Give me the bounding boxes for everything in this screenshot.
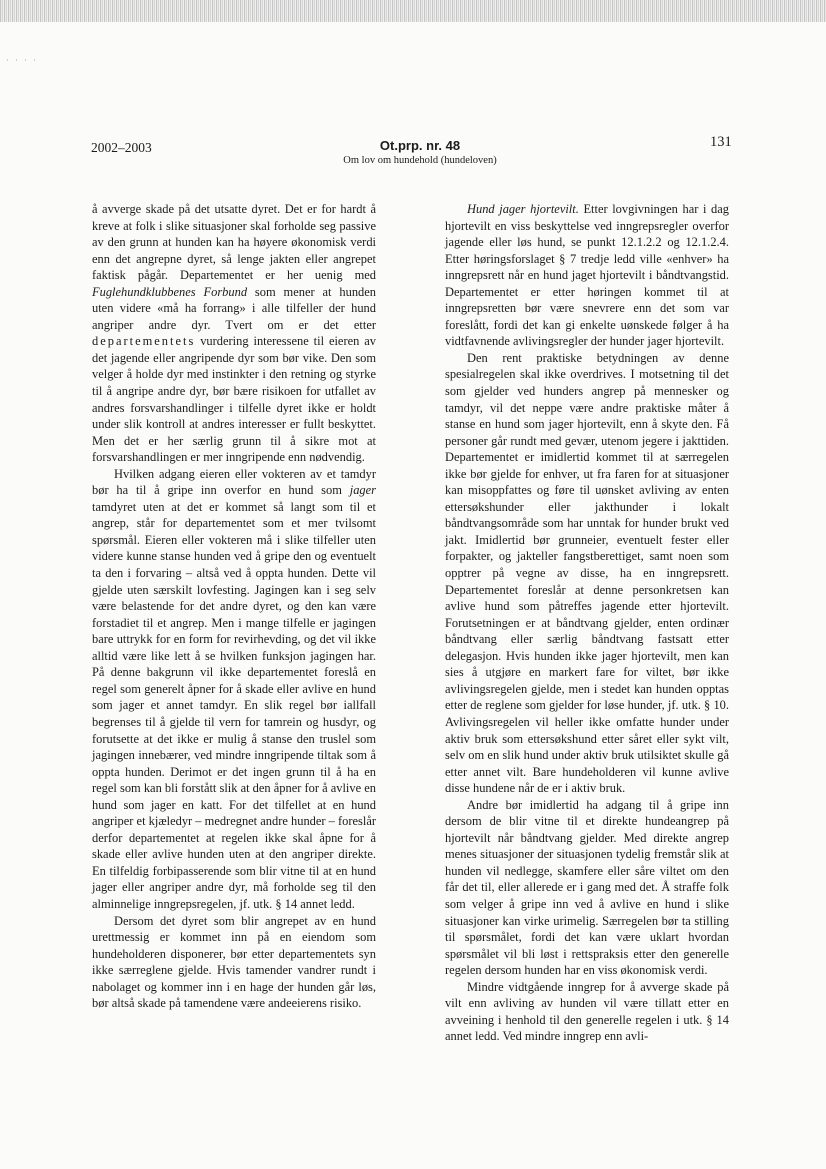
paragraph — [92, 466, 376, 913]
document-subtitle: Om lov om hundehold (hundeloven) — [343, 155, 497, 166]
page-number: 131 — [710, 134, 732, 150]
paragraph: Mindre vidtgående inngrep for å avverge skade på vilt enn avliving av hunden vil være tillatt etter en avveining i henhold til den generelle regelen i utk. § 14 annet ledd. Ved mindre inngrep enn avli- — [445, 979, 729, 1044]
right-column — [445, 201, 729, 1045]
paragraph: Andre bør imidlertid ha adgang til å gripe inn dersom de blir vitne til et direkte hundeangrep på hjortevilt når båndtvang gjelder. Med direkte angrep menes situasjoner der situasjonen tydelig fremstår slik at hunden vil nedlegge, skamfere eller såre viltet om den får det til, eller allerede er i gang med det. Å straffe folk som velger å gripe inn ved å avlive en hund i slike situasjoner kan virke urimelig. Særregelen bør ta stilling til spørsmålet, fordi det kan være uklart hvordan spørsmålet vil bli løst i rettspraksis etter den generelle regelen dersom hunden har en viss økonomisk verdi. — [445, 797, 729, 978]
italic-org-name: Fuglehundklubbenes Forbund — [92, 284, 248, 299]
text-run: vurdering interessene til eieren av det jagende eller angripende dyr som bør vike. Den som velger å holde dyr med instinkter i den retning og styrke til å angripe andre dyr, bør bære risikoen for utfallet av andres forsvarshandlinger i tilfelle dyret ikke er holdt under slik kontroll at andres interesser er fullt beskyttet. Men det er her særlig grunn til å sikre mot at forsvarshandlingen er mer inngripende enn nødvendig. — [92, 334, 376, 465]
header-years: 2002–2003 — [91, 140, 152, 155]
header-center — [300, 138, 540, 166]
italic-word: jager — [349, 483, 376, 498]
text-run: Etter lovgivningen har i dag hjortevilt en viss beskyttelse ved inngrepsregler overfor jagende eller løs hund, se punkt 12.1.2.2 og 12.1.2.4. Etter høringsforslaget § 7 tredje ledd ville «enhver» ha inngrepsrett når en hund jaget hjortevilt i båndtvangstid. Departementet er etter høringen kommet til at inngrepsretten bør være snevrere enn det som var foreslått, fordi det kan gi enkelte uønskede følger å ha vidtfavnende avlivingsregler der hunder jager hjortevilt. — [445, 202, 729, 349]
spaced-emphasis: departementets — [92, 334, 196, 349]
text-run: å avverge skade på det utsatte dyret. Det er for hardt å kreve at folk i slike situasjoner skal forholde seg passive av den grunn at hunden kan ha høyere økonomisk verdi enn det angrepne dyret, så lenge jakten eller angrepet faktisk pågår. Departementet er her uenig med — [92, 202, 376, 283]
left-column — [92, 201, 376, 1012]
italic-section-heading: Hund jager hjortevilt. — [467, 202, 579, 216]
paragraph — [445, 201, 729, 350]
paragraph: Den rent praktiske betydningen av denne spesialregelen skal ikke overdrives. I motsetning til det som gjelder ved hunders angrep på mennesker og tamdyr, vil det neppe være andre praktiske måter å stanse en hund som jager hjortevilt, enn å skyte den. Få personer går rundt med gevær, utenom jegere i jakttiden. Departementet er imidlertid kommet til at særregelen ikke bør gjelde for enhver, ut fra faren for at situasjoner kan misoppfattes og føre til uønsket avliving av enten ettersøkshunder eller jakthunder i lokalt båndtvangsområde som har unntak for hunder brukt ved jakt. Imidlertid bør grunneier, eventuelt fester eller forpakter, og jakteller fangstberettiget, samt noen som opptrer på vegne av disse, ha en inngrepsrett. Departementet foreslår at denne personkretsen kan avlive hund som påtreffes jagende etter hjortevilt. Forutsetningen er at båndtvang gjelder, enten ordinær båndtvang eller særlig båndtvang fastsatt etter delegasjon. Hvis hunden ikke jager hjortevilt, men kan sies å utgjøre en markert fare for viltet, bør ikke avlivingsregelen gjelde, men i stedet kan hunden opptas etter de reglene som gjelder for løse hunder, jf. utk. § 10. Avlivingsregelen vil heller ikke omfatte hunder under aktiv bruk som ettersøkshund etter såret eller sykt vilt, selv om en slik hund under aktiv bruk utilsiktet skulle gå etter annet vilt. Bare hundeholderen vil kunne avlive disse hundene når de er i aktiv bruk. — [445, 350, 729, 796]
paragraph — [92, 201, 376, 466]
scan-noise-strip — [0, 0, 826, 22]
text-run: som mener at hunden uten videre «må ha forrang» i alle tilfeller der hund angriper andre dyr. Tvert om er det etter — [92, 284, 376, 332]
paragraph: Dersom det dyret som blir angrepet av en hund urettmessig er kommet inn på en eiendom som hundeholderen disponerer, bør etter departementets syn ikke særreglene gjelde. Hvis tamender vandrer rundt i nabolaget og kommer inn i en hage der hunden går løs, bør altså skade på tamendene være andeeierens risiko. — [92, 913, 376, 1011]
text-run: Hvilken adgang eieren eller vokteren av et tamdyr bør ha til å gripe inn overfor en hund som — [92, 466, 376, 498]
text-run: tamdyret uten at det er kommet så langt som til et angrep, står for departementet som et mer tvilsomt spørsmål. Eieren eller vokteren må i slike tilfeller uten videre kunne stanse hunden ved å gripe den og eventuelt ta den i forvaring – altså ved å oppta hunden. Dette vil gjelde uten særskilt lovfesting. Jagingen kan i seg selv være belastende for det andre dyret, og den kan være forstadiet til et angrep. Men i mange tilfelle er jagingen bare uttrykk for en form for revirhevding, og det vil ikke alltid være like lett å se hvilken funksjon jagingen har. På denne bakgrunn vil ikke departementet foreslå en regel som generelt åpner for å skade eller avlive en hund som jager et annet tamdyr. En slik regel bør iallfall begrenses til å gjelde til vern for tamrein og husdyr, og forutsette at det ikke er mulig å stanse den truslel som jagingen innebærer, ved mindre inngripende tiltak som å oppta hunden. Derimot er det ingen grunn til å ha en regel som kan bli forstått slik at den åpner for å avlive en hund som jager en katt. For det tilfellet at en hund angriper et kjæledyr – medregnet andre hunder – foreslår derfor departementet at regelen ikke skal åpne for å skade eller avlive hunden uten at den angriper direkte. En tilfeldig forbipasserende som blir vitne til at en hund jager eller angriper andre dyr, må forholde seg til den alminnelige inngrepsregelen, jf. utk. § 14 annet ledd. — [92, 499, 376, 911]
scan-speckles: · · · · — [6, 56, 38, 65]
document-title: Ot.prp. nr. 48 — [379, 138, 461, 153]
